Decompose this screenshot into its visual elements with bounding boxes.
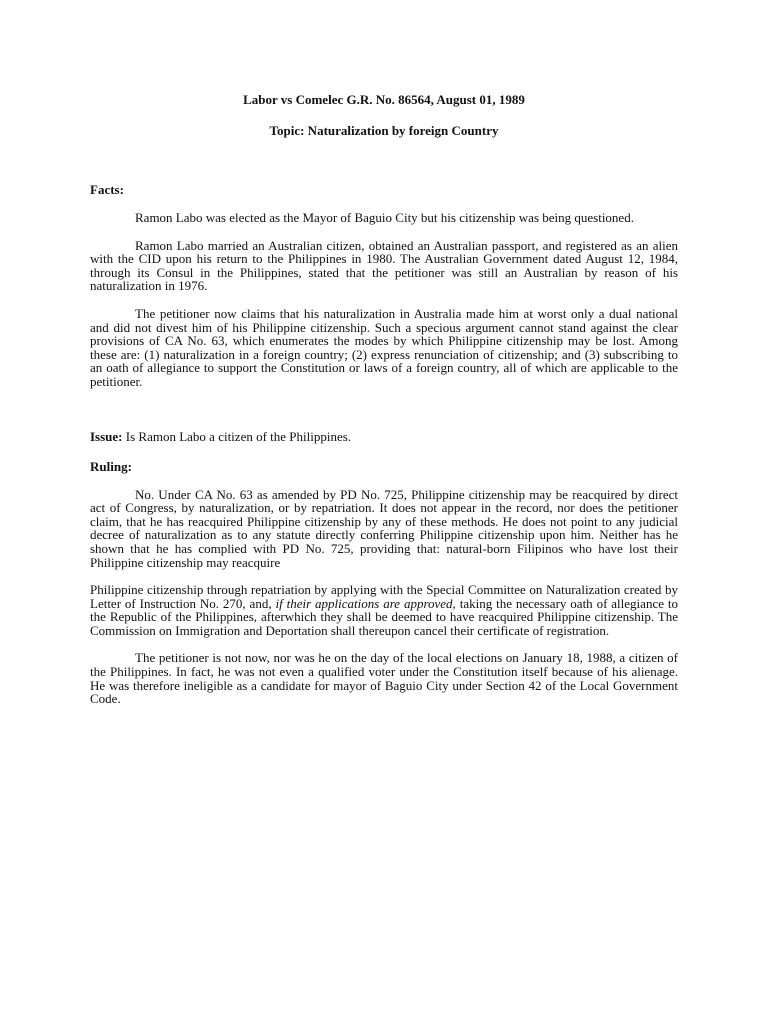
ruling-paragraph-2-text-end: taking the necessary oath of allegiance to the Republic of the Philippines, afterwhich they shall be deemed to have reacquired Philippine citizenship. The Commission on Immigration and Deportation shall thereupon cancel their certificate of registration. xyxy=(90,595,678,638)
facts-paragraph-3: The petitioner now claims that his naturalization in Australia made him at worst only a dual national and did not divest him of his Philippine citizenship. Such a specious argument cannot stand against the clear provisions of CA No. 63, which enumerates the modes by which Philippine citizenship may be lost. Among these are: (1) naturalization in a foreign country; (2) express renunciation of citizenship; and (3) subscribing to an oath of allegiance to support the Constitution or laws of a foreign country, all of which are applicable to the petitioner. xyxy=(90,305,678,389)
facts-heading: Facts: xyxy=(90,182,124,197)
ruling-paragraph-3: The petitioner is not now, nor was he on the day of the local elections on January 18, 1988, a citizen of the Philippines. In fact, he was not even a qualified voter under the Constitution itself because of his alienage. He was therefore ineligible as a candidate for mayor of Baguio City under Section 42 of the Local Government Code. xyxy=(90,650,678,707)
document-title: Labor vs Comelec G.R. No. 86564, August 01, 1989 xyxy=(243,92,525,107)
document-topic: Topic: Naturalization by foreign Country xyxy=(269,123,499,138)
issue-label: Issue: xyxy=(90,428,123,444)
facts-paragraph-1: Ramon Labo was elected as the Mayor of Baguio City but his citizenship was being questioned. xyxy=(135,210,634,225)
ruling-paragraph-2-text-start: Philippine citizenship through repatriation by applying with the Special Committee on Naturalization created by Letter of Instruction No. 270, and, xyxy=(90,582,678,611)
ruling-paragraph-2 xyxy=(90,583,678,637)
issue-text: Is Ramon Labo a citizen of the Philippines. xyxy=(122,428,352,444)
ruling-paragraph-1: No. Under CA No. 63 as amended by PD No. 725, Philippine citizenship may be reacquired by direct act of Congress, by naturalization, or by repatriation. It does not appear in the record, nor does the petitioner claim, that he has reacquired Philippine citizenship by any of these methods. He does not point to any judicial decree of naturalization as to any statute directly conferring Philippine citizenship upon him. Neither has he shown that he has complied with PD No. 725, providing that: natural-born Filipinos who have lost their Philippine citizenship may reacquire xyxy=(90,486,678,570)
issue-statement xyxy=(90,429,678,444)
ruling-heading: Ruling: xyxy=(90,458,132,474)
document-page xyxy=(90,88,678,706)
ruling-paragraph-2-italic: if their applications are approved, xyxy=(275,595,456,611)
facts-paragraph-2: Ramon Labo married an Australian citizen, obtained an Australian passport, and registered as an alien with the CID upon his return to the Philippines in 1980. The Australian Government dated August 12, 1984, through its Consul in the Philippines, stated that the petitioner was still an Australian by reason of his naturalization in 1976. xyxy=(90,237,678,294)
